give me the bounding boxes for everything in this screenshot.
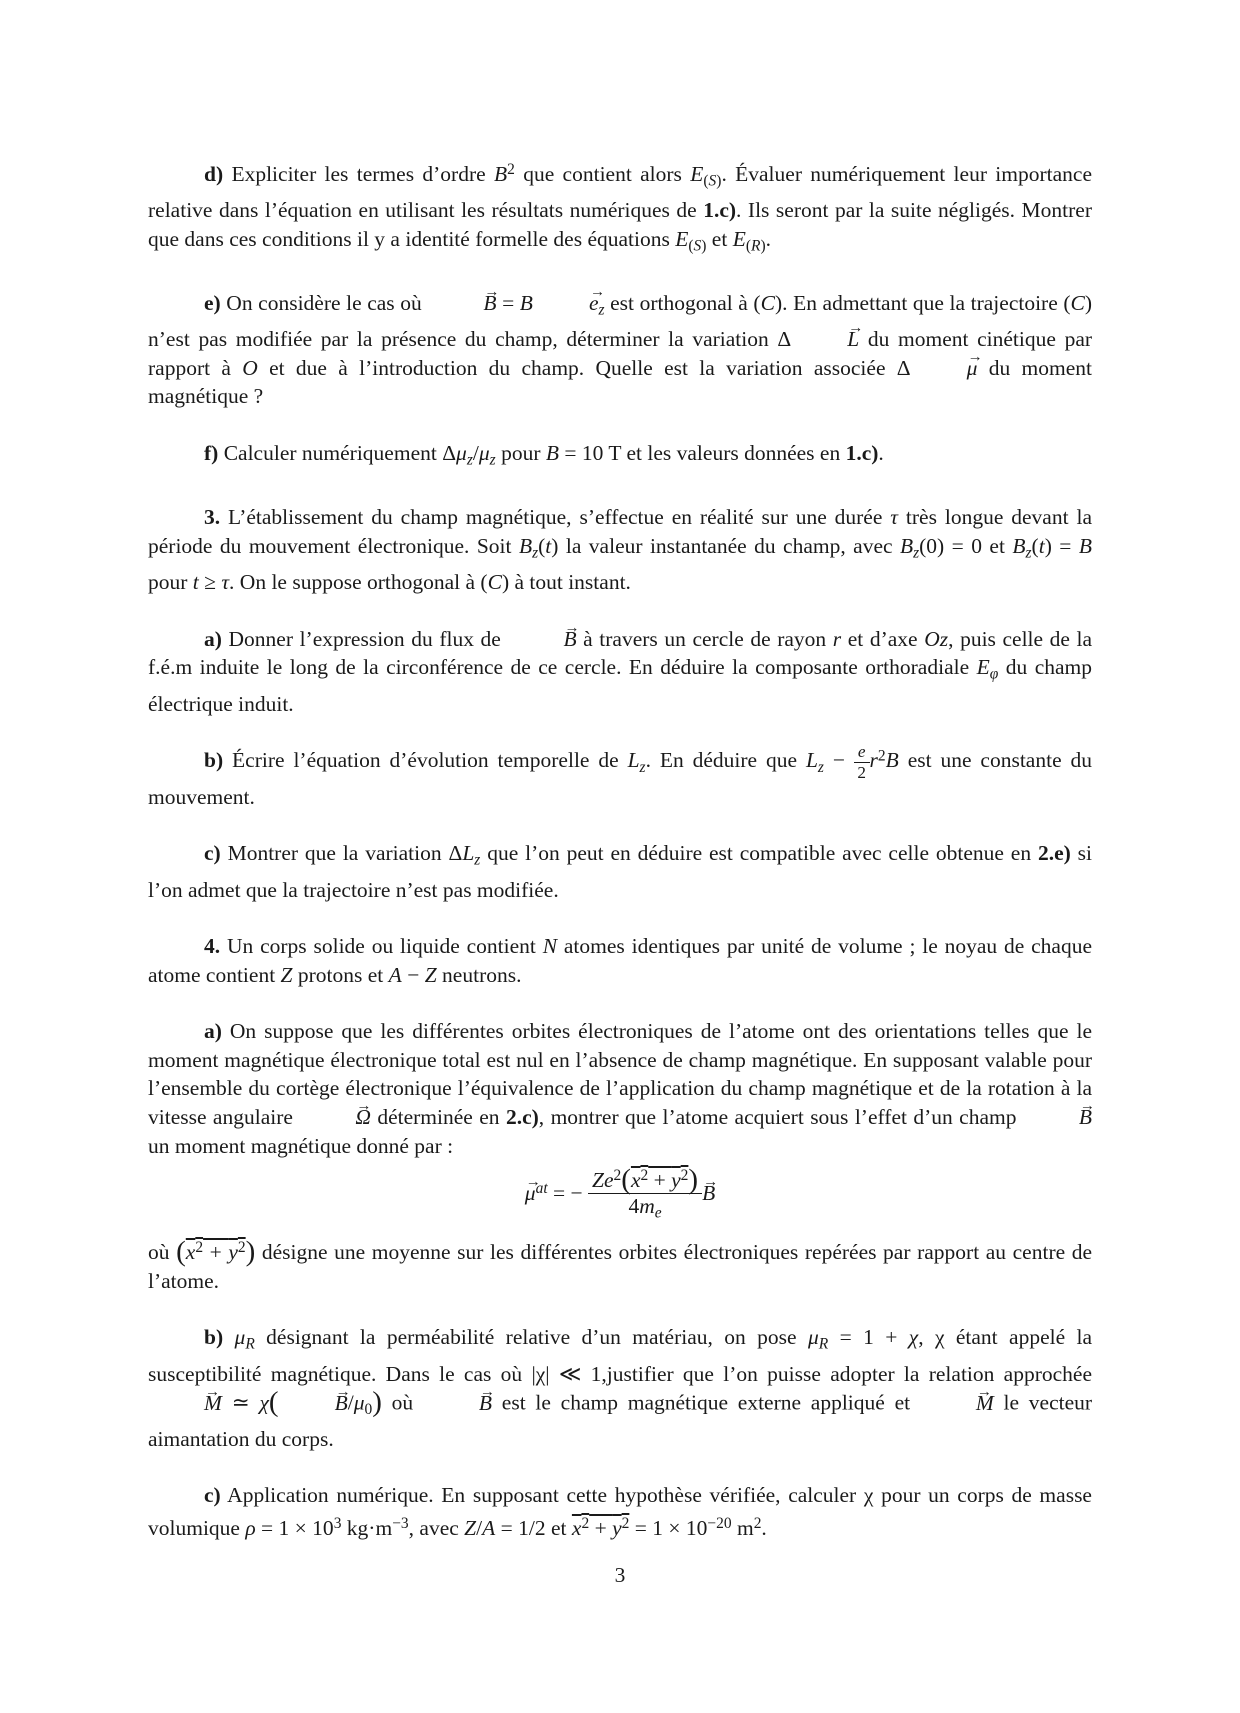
equation-mu-atom: → $\mu^{at}$ = − $\frac{Ze^2(x^2 + y^2)}{4m_e}$ → B bbox=[148, 1164, 1092, 1226]
question-4b: b) $\mu_R$ désignant la perméabilité relative d’un matériau, on pose $\mu_R = 1 + \chi$, χ étant appelé la susceptibilité magnétique. Dans le cas où |χ| ≪ 1,justifier que l’on puisse adopter la relation approchée → M ≃ $\chi(\to B/\mu_0)$ où → B est le champ magnétique externe appliqué et → M le vecteur aimantation du corps. bbox=[148, 1323, 1092, 1453]
question-2e: e) On considère le cas où → $B = B\to e_z$ est orthogonal à (C). En admettant que la trajectoire (C) n’est pas modifiée par la présence du champ, déterminer la variation Δ→ L du moment cinétique par rapport à O et due à l’introduction du champ. Quelle est la variation associée Δ→ μ du moment magnétique ? bbox=[148, 289, 1092, 411]
question-3b: b) Écrire l’équation d’évolution temporelle de $L_z$. En déduire que $L_z$ − $\frac{e}{2}$ $r^2B$ est une constante du mouvement. bbox=[148, 742, 1093, 809]
document-body bbox=[148, 156, 1092, 1570]
question-3a: a) Donner l’expression du flux de → B à travers un cercle de rayon r et d’axe Oz, puis celle de la f.é.m induite le long de la circonférence de ce cercle. En déduire la composante orthoradiale $E_\varphi$ du champ électrique induit. bbox=[148, 625, 1092, 718]
question-4: 4. Un corps solide ou liquide contient N atomes identiques par unité de volume ; le noyau de chaque atome contient Z protons et A − Z neutrons. bbox=[148, 934, 1093, 987]
question-4c: c) Application numérique. En supposant cette hypothèse vérifiée, calculer χ pour un corps de masse volumique $\rho = 1 \times 10^3$ $kg\cdot m^{-3}$, avec Z/A = 1/2 et $x^2 + y^2 = 1 \times 10^{-20}$ $m^2$. bbox=[148, 1483, 1092, 1540]
question-2f: f) Calculer numériquement $\Delta\mu_z/\mu_z$ pour B = 10 T et les valeurs données en 1.c). bbox=[204, 441, 884, 469]
question-3: 3. L’établissement du champ magnétique, s’effectue en réalité sur une durée τ très longue devant la période du mouvement électronique. Soit $B_z(t)$ la valeur instantanée du champ, avec $B_z(0) = 0$ et $B_z(t) = B$ pour t ≥ τ. On le suppose orthogonal à (C) à tout instant. bbox=[148, 505, 1092, 595]
question-2d: d) Expliciter les termes d’ordre $B^2$ que contient alors $E_{(S)}$. Évaluer numériquement leur importance relative dans l’équation en utilisant les résultats numériques de 1.c). Ils seront par la suite négligés. Montrer que dans ces conditions il y a identité formelle des équations $E_{(S)}$ et $E_{(R)}$. bbox=[148, 161, 1093, 255]
question-4a-continued: où $(x^2 + y^2)$ désigne une moyenne sur les différentes orbites électroniques repérées par rapport au centre de l’atome. bbox=[148, 1235, 1093, 1293]
page-number: 3 bbox=[614, 1563, 626, 1587]
question-3c: c) Montrer que la variation $\Delta L_z$ que l’on peut en déduire est compatible avec celle obtenue en 2.e) si l’on admet que la trajectoire n’est pas modifiée. bbox=[148, 841, 1093, 902]
question-4a: a) On suppose que les différentes orbites électroniques de l’atome ont des orientations telles que le moment magnétique électronique total est nul en l’absence de champ magnétique. En supposant valable pour l’ensemble du cortège électronique l’équivalence de l’application du champ magnétique et de la rotation à la vitesse angulaire → Ω déterminée en 2.c), montrer que l’atome acquiert sous l’effet d’un champ → B un moment magnétique donné par : bbox=[148, 1017, 1092, 1160]
